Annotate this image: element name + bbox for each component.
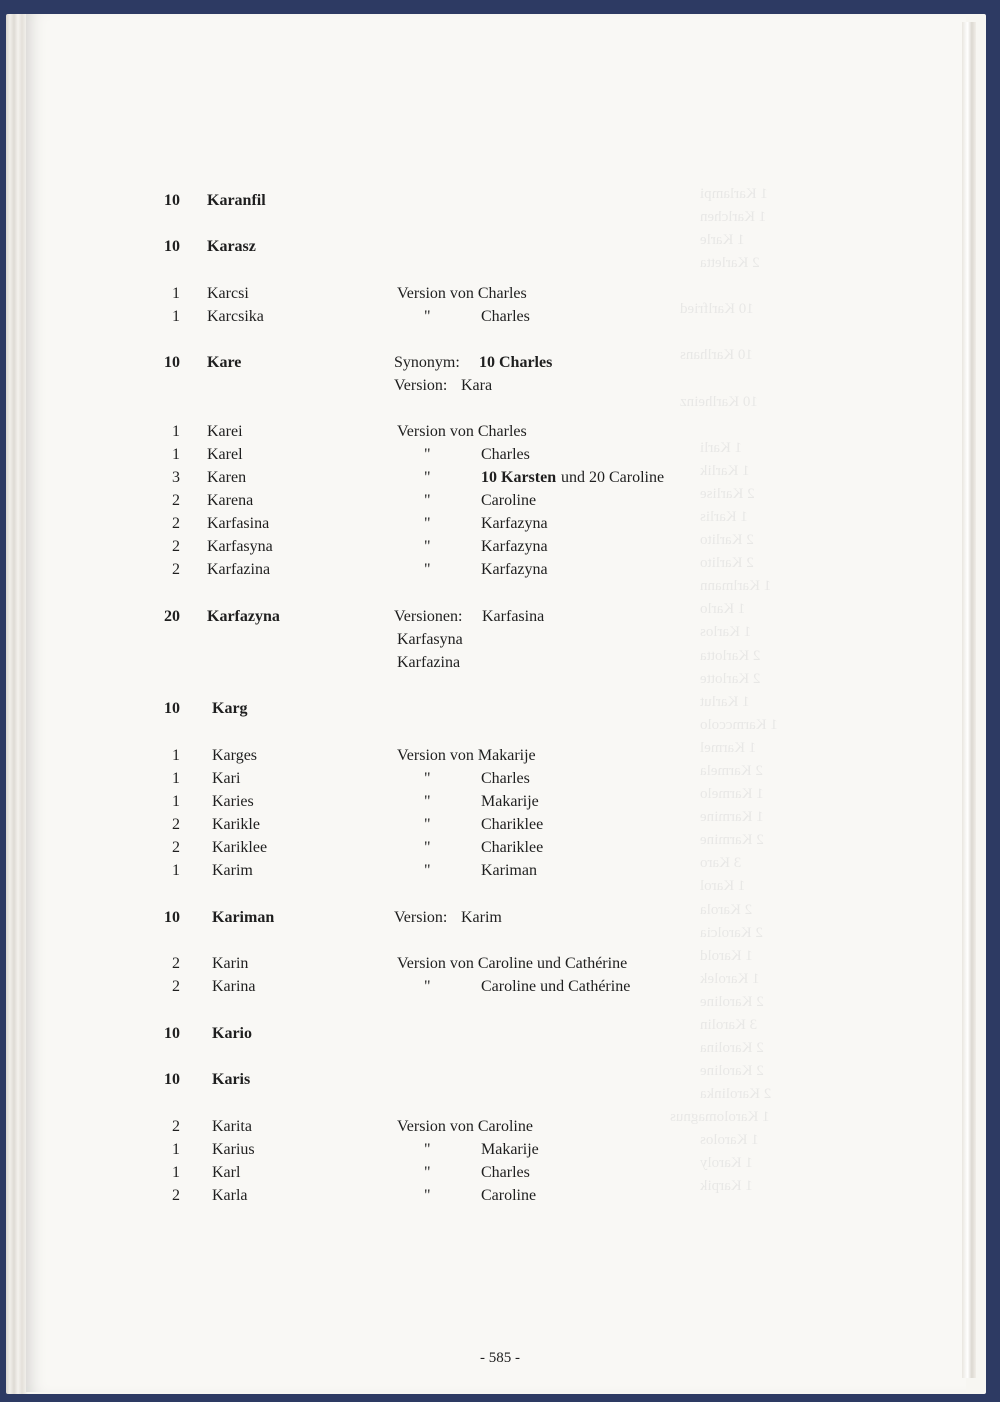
entry-row [0,535,1000,558]
entry-count: 2 [172,515,180,532]
entry-row [0,836,1000,859]
entry-description: Karfazina [397,654,461,671]
entry-row [0,189,1000,212]
ditto-mark: " [424,469,431,486]
entry-name: Karfazina [207,561,271,578]
entry-row [0,790,1000,813]
entry-name: Karges [212,747,258,764]
entry-description: 10 Charles [479,354,553,371]
entry-name: Karcsika [207,308,264,325]
entry-count: 2 [172,561,180,578]
entry-row [0,420,1000,443]
entry-description: Kara [461,377,493,394]
entry-name: Karin [212,955,249,972]
entry-description: Charles [481,1164,530,1181]
ditto-mark: " [424,1141,431,1158]
entry-name: Karita [212,1118,252,1135]
entry-name: Karis [212,1071,251,1088]
entry-count: 10 [164,354,180,371]
entry-count: 2 [172,538,180,555]
entry-row [0,1068,1000,1091]
entry-row [0,351,1000,374]
entry-count: 2 [172,955,180,972]
entry-name: Karel [207,446,243,463]
entry-count: 1 [172,285,180,302]
entry-name: Karasz [207,238,256,255]
entry-description: Karfazyna [481,561,548,578]
entry-description: Caroline [481,1187,537,1204]
entry-row [0,813,1000,836]
entry-count: 1 [172,308,180,325]
ditto-mark: " [424,816,431,833]
entry-description: und 20 Caroline [561,469,665,486]
entry-count: 1 [172,770,180,787]
entry-count: 1 [172,1164,180,1181]
entry-count: 10 [164,700,180,717]
entry-description: Karfazyna [481,538,548,555]
entry-description: Charles [481,770,530,787]
entry-row [0,489,1000,512]
entry-name: Karius [212,1141,255,1158]
ditto-mark: " [424,446,431,463]
entry-row [0,1184,1000,1207]
entry-count: 1 [172,1141,180,1158]
entry-row [0,374,1000,397]
ditto-mark: " [424,492,431,509]
ditto-mark: " [424,862,431,879]
entry-count: 1 [172,747,180,764]
ditto-mark: " [424,308,431,325]
entry-description: Charles [481,446,530,463]
entry-description: Makarije [481,1141,539,1158]
entry-row [0,443,1000,466]
entry-row [0,282,1000,305]
entry-name: Karei [207,423,243,440]
entry-row [0,1022,1000,1045]
ditto-mark: " [424,1164,431,1181]
entry-description: Chariklee [481,816,544,833]
entry-description: Chariklee [481,839,544,856]
entry-name: Kario [212,1025,252,1042]
entry-row [0,1161,1000,1184]
entry-row [0,767,1000,790]
entry-description: Makarije [481,793,539,810]
entry-count: 1 [172,862,180,879]
entry-row [0,628,1000,651]
entry-name: Karena [207,492,254,509]
ditto-mark: " [424,839,431,856]
entry-label: Version: [394,909,448,926]
entry-name: Kariman [212,909,275,926]
ditto-mark: " [424,1187,431,1204]
entry-description: Charles [481,308,530,325]
entry-label: Versionen: [394,608,463,625]
entry-description: Version von Charles [397,285,527,302]
entry-description: Caroline [481,492,537,509]
entry-name: Kare [207,354,242,371]
entry-name: Karim [212,862,253,879]
entry-count: 1 [172,423,180,440]
entry-count: 3 [172,469,180,486]
entry-description: Version von Caroline und Cathérine [397,955,628,972]
ditto-mark: " [424,770,431,787]
entry-name: Karina [212,978,256,995]
entry-count: 10 [164,909,180,926]
entry-description: Karfazyna [481,515,548,532]
ditto-mark: " [424,978,431,995]
entry-count: 10 [164,1025,180,1042]
entry-label: Version: [394,377,448,394]
entry-name: Kariklee [212,839,268,856]
entry-row [0,651,1000,674]
entry-count: 10 [164,1071,180,1088]
entry-name: Karies [212,793,254,810]
entry-ref-bold: 10 Karsten [481,469,557,486]
entry-count: 2 [172,1118,180,1135]
entry-row [0,512,1000,535]
entry-row [0,305,1000,328]
entry-row [0,697,1000,720]
entry-name: Karfazyna [207,608,280,625]
entry-row [0,1138,1000,1161]
entry-name: Kari [212,770,241,787]
entry-description: Version von Caroline [397,1118,533,1135]
entry-name: Karg [212,700,248,717]
entry-name: Karl [212,1164,241,1181]
entry-count: 2 [172,492,180,509]
entry-row [0,466,1000,489]
entry-description: Version von Charles [397,423,527,440]
entry-description: Version von Makarije [397,747,536,764]
entry-row [0,1115,1000,1138]
entry-count: 2 [172,1187,180,1204]
ditto-mark: " [424,561,431,578]
entry-row [0,906,1000,929]
ditto-mark: " [424,515,431,532]
entry-row [0,558,1000,581]
entry-row [0,605,1000,628]
entry-row [0,859,1000,882]
entry-row [0,952,1000,975]
entry-count: 1 [172,793,180,810]
entry-name: Karfasina [207,515,270,532]
entry-name: Karikle [212,816,260,833]
entry-name: Karfasyna [207,538,273,555]
entry-row [0,744,1000,767]
ditto-mark: " [424,793,431,810]
entry-count: 2 [172,978,180,995]
entry-description: Karfasina [482,608,545,625]
entry-label: Synonym: [394,354,460,371]
entry-row [0,975,1000,998]
entry-description: Kariman [481,862,537,879]
entry-name: Karcsi [207,285,249,302]
entry-count: 1 [172,446,180,463]
page-number: - 585 - [480,1350,520,1366]
entry-count: 2 [172,816,180,833]
entry-name: Karen [207,469,247,486]
entry-description: Caroline und Cathérine [481,978,631,995]
entry-description: Karfasyna [397,631,463,648]
entry-count: 2 [172,839,180,856]
entry-count: 20 [164,608,180,625]
entry-count: 10 [164,192,180,209]
ditto-mark: " [424,538,431,555]
entry-description: Karim [461,909,502,926]
entry-count: 10 [164,238,180,255]
entry-name: Karla [212,1187,248,1204]
entry-row [0,235,1000,258]
entry-name: Karanfil [207,192,266,209]
